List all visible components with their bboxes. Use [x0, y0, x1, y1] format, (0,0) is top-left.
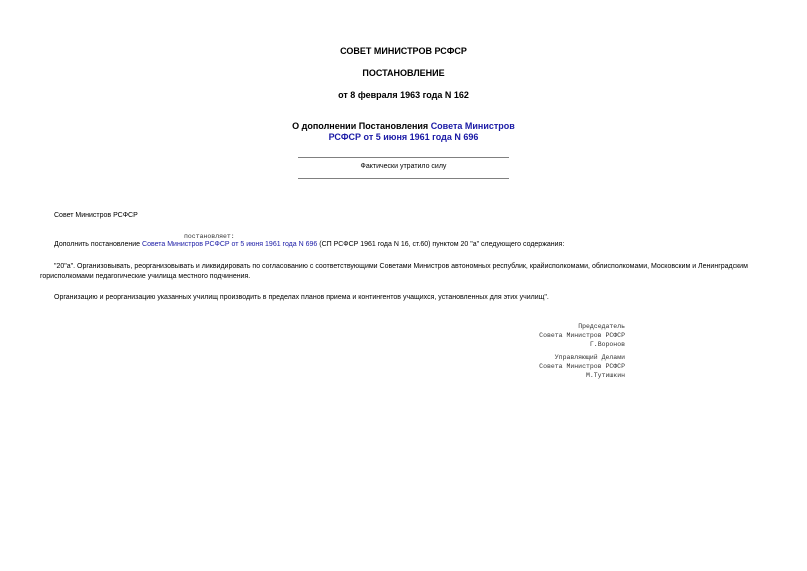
- admin-name: М.Тутишкин: [585, 372, 625, 379]
- title-link-part-1[interactable]: Совета Министров: [430, 121, 515, 131]
- chair-title-2: Совета Министров РСФСР: [539, 332, 625, 339]
- title-line-1: [0, 121, 807, 132]
- status-note: Фактически утратило силу: [360, 163, 447, 170]
- admin-title-2: Совета Министров РСФСР: [539, 363, 625, 370]
- title-link-part-2[interactable]: РСФСР от 5 июня 1961 года N 696: [328, 132, 479, 142]
- preamble: Совет Министров РСФСР: [54, 212, 138, 219]
- admin-title-1: Управляющий Делами: [554, 354, 625, 361]
- admin-signature-block: [539, 353, 625, 380]
- title-prefix: О дополнении Постановления: [292, 121, 431, 131]
- chair-signature-block: [539, 322, 625, 349]
- referenced-decree-link[interactable]: Совета Министров РСФСР от 5 июня 1961 года N 696: [142, 241, 318, 248]
- paragraph-1: [54, 240, 774, 250]
- status-rule-bottom: [298, 178, 509, 179]
- document-date-number: от 8 февраля 1963 года N 162: [338, 90, 469, 100]
- document-type: ПОСТАНОВЛЕНИЕ: [362, 68, 445, 78]
- para1-suffix: (СП РСФСР 1961 года N 16, ст.60) пунктом 20 "а" следующего содержания:: [317, 241, 565, 248]
- chair-name: Г.Воронов: [589, 341, 625, 348]
- issuing-authority: СОВЕТ МИНИСТРОВ РСФСР: [340, 46, 467, 56]
- chair-title-1: Председатель: [578, 323, 625, 330]
- document-title: [0, 121, 807, 143]
- paragraph-3: Организацию и реорганизацию указанных училищ производить в пределах планов приема и контингентов учащихся, установленных для этих училищ".: [54, 294, 549, 301]
- para1-prefix: Дополнить постановление: [54, 241, 143, 248]
- status-rule-top: [298, 157, 509, 158]
- decrees-word: постановляет:: [184, 233, 235, 240]
- paragraph-2: "20"а". Организовывать, реорганизовывать и ликвидировать по согласованию с соответствующими Советами Министров автономных республик, крайисполкомами, облисполкомами, Московским и Ленинградским горисполкомами педагогические училища местного подчинения.: [40, 263, 748, 280]
